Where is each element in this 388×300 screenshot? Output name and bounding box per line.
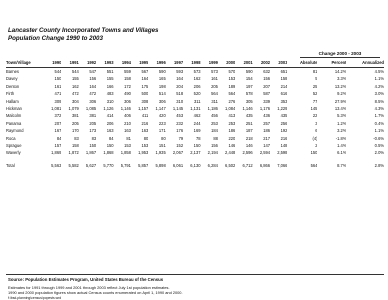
value-cell: 276 [228,98,236,104]
value-cell: -1.8% [335,135,347,141]
value-cell: 1.4% [337,143,347,149]
town-name-cell: Raymond [6,128,24,134]
column-header: 2003 [270,59,287,68]
value-cell: 169 [193,128,201,134]
value-cell: 4.3% [374,106,384,112]
value-cell: 204 [176,83,184,89]
value-cell: 84 [56,135,62,141]
value-cell: 5.3% [337,113,347,119]
column-header: 1991 [61,59,78,68]
change-group-rule [300,57,380,58]
value-cell: 253 [211,120,218,126]
value-cell: 27.9% [334,98,347,104]
value-cell: 1.7% [374,113,384,119]
value-cell: 590 [158,69,166,74]
value-cell: 5,857 [138,162,149,168]
value-cell: 253 [228,120,236,126]
value-cell: 6,866 [259,162,271,168]
value-cell: 218 [245,135,253,141]
value-cell: 5,898 [155,162,166,168]
value-cell: 25 [312,83,318,89]
value-cell: 186 [263,128,271,134]
value-cell: 158 [124,76,131,82]
column-header: Town/Village [6,59,44,68]
value-cell: 171 [158,128,166,134]
value-cell: 162 [193,76,201,82]
value-cell: 6,061 [172,162,184,168]
column-header: 1999 [201,59,218,68]
value-cell: 311 [211,98,218,104]
value-cell: 304 [71,98,79,104]
value-cell: 206 [106,120,114,126]
value-cell: 5,582 [68,162,79,168]
value-cell: 1,186 [207,106,218,112]
town-name-cell: Barnes [6,69,19,74]
value-cell: 1,869 [51,150,62,156]
population-table [6,59,384,169]
value-cell: 587 [263,91,271,97]
table-row [6,127,384,134]
value-cell: 197 [245,83,253,89]
value-cell: 472 [71,91,79,97]
value-cell: 5,791 [120,162,131,168]
value-cell: 0.5% [374,143,384,149]
value-cell: 1,146 [120,106,131,112]
source-rule [6,274,384,275]
source-note: Source: Population Estimates Program, United States Bureau of the Census [8,277,164,282]
value-cell: 184 [211,128,218,134]
value-cell: 500 [141,91,149,97]
value-cell: 257 [263,120,271,126]
value-cell: 216 [280,135,288,141]
value-cell: 1,145 [172,106,184,112]
value-cell: 2,594 [259,150,271,156]
town-name-cell: Panama [6,120,22,126]
value-cell: 564 [211,91,218,97]
value-cell: 490 [124,91,131,97]
table-row [6,98,384,105]
column-header: 1990 [44,59,61,68]
table-row [6,90,384,97]
value-cell: 1,858 [120,150,131,156]
value-cell: 148 [280,143,288,149]
value-cell: 1,126 [103,106,114,112]
value-cell: 175 [141,83,149,89]
value-cell: 9.2% [337,91,347,97]
town-name-cell: Hallam [6,98,19,104]
table-header-row [6,59,384,68]
column-header: 1997 [166,59,183,68]
table-row [6,112,384,119]
value-cell: 153 [141,143,149,149]
value-cell: 551 [106,69,114,74]
table-row [6,75,384,82]
value-cell: 2.8% [374,162,384,168]
value-cell: 435 [280,113,288,119]
value-cell: 223 [158,120,166,126]
value-cell: 153 [228,76,236,82]
report-title: Lancaster County Incorporated Towns and Villages [8,27,159,34]
footnote-census: 1990 and 2000 population figures show actual Census counts enumerated on April 1, 1990 and 2000. [8,290,183,295]
value-cell: 154 [245,76,253,82]
value-cell: 216 [141,120,149,126]
value-cell: 310 [106,98,114,104]
value-cell: 573 [193,69,201,74]
value-cell: 632 [263,69,271,74]
value-cell: 81 [126,135,131,141]
value-cell: 2,448 [225,150,236,156]
value-cell: 5,770 [103,162,114,168]
value-cell: 52 [312,91,318,97]
value-cell: 198 [158,83,166,89]
table-row [6,149,384,156]
value-cell: 80 [143,135,149,141]
value-cell: 186 [228,128,236,134]
value-cell: 146 [228,143,236,149]
value-cell: 483 [106,91,114,97]
value-cell: 158 [280,76,288,82]
value-cell: 544 [54,69,62,74]
value-cell: 1,085 [85,106,97,112]
value-cell: 411 [141,113,149,119]
value-cell: 146 [245,143,253,149]
value-cell: 2,194 [207,150,218,156]
value-cell: 176 [176,128,184,134]
table-row [6,105,384,112]
report-subtitle: Population Change 1990 to 2003 [8,35,103,42]
value-cell: 172 [124,83,131,89]
value-cell: 210 [124,120,131,126]
value-cell: 353 [280,98,288,104]
value-cell: 420 [158,113,166,119]
value-cell: 544 [71,69,79,74]
value-cell: 1,872 [68,150,79,156]
value-cell: 156 [211,143,218,149]
value-cell: 381 [89,113,97,119]
value-cell: 311 [193,98,201,104]
value-cell: 573 [211,69,218,74]
value-cell: 256 [280,120,288,126]
value-cell: 2.0% [374,150,384,156]
value-cell: 309 [54,98,62,104]
value-cell: 157 [54,143,62,149]
value-cell: 14.2% [334,69,347,74]
value-cell: 593 [176,69,184,74]
value-cell: 150 [106,143,114,149]
town-name-cell: Hickman [6,106,22,112]
value-cell: 1,079 [68,106,79,112]
value-cell: 564 [228,91,236,97]
value-cell: 145 [310,106,318,112]
column-header: 1996 [148,59,165,68]
value-cell: 155 [71,76,79,82]
value-cell: 520 [193,91,201,97]
value-cell: 406 [124,113,131,119]
value-cell: 164 [141,76,149,82]
value-cell: 0.4% [374,120,384,126]
value-cell: 4.5% [374,69,384,74]
value-cell: 456 [211,113,218,119]
value-cell: 77 [312,98,318,104]
value-cell: 232 [176,120,184,126]
value-cell: 1.1% [374,128,384,134]
value-cell: 156 [263,76,271,82]
value-cell: 3 [315,120,318,126]
value-cell: 4.2% [374,83,384,89]
column-header: 1995 [131,59,148,68]
value-cell: 81 [312,69,318,74]
value-cell: 414 [106,113,114,119]
value-cell: 170 [71,128,79,134]
value-cell: 1,176 [259,106,271,112]
value-cell: 161 [54,83,62,89]
value-cell: 6 [315,128,318,134]
value-cell: 150 [54,76,62,82]
value-cell: 167 [54,128,62,134]
value-cell: 214 [280,83,288,89]
value-cell: 305 [245,98,253,104]
column-header: Absolute [287,59,317,68]
value-cell: 5,627 [85,162,97,168]
value-cell: 1,131 [190,106,201,112]
value-cell: 244 [193,120,201,126]
value-cell: 163 [106,128,114,134]
value-cell: 3.3% [337,76,347,82]
column-header: Percent [317,59,346,68]
value-cell: 578 [245,91,253,97]
value-cell: 1,157 [138,106,149,112]
column-header: 1998 [183,59,200,68]
town-name-cell: Total [6,162,15,168]
value-cell: 372 [54,113,62,119]
value-cell: 453 [176,113,184,119]
value-cell: -0.6% [373,135,384,141]
value-cell: 472 [89,91,97,97]
value-cell: 1,147 [155,106,166,112]
value-cell: 1,229 [277,106,288,112]
value-cell: 147 [263,143,271,149]
value-cell: 2 [315,143,318,149]
value-cell: 156 [89,76,97,82]
value-cell: 564 [310,162,318,168]
value-cell: 189 [228,83,236,89]
value-cell: 306 [158,98,166,104]
value-cell: 164 [176,76,184,82]
table-row [6,68,384,76]
value-cell: 207 [54,120,62,126]
column-header: Annualized [346,59,384,68]
town-name-cell: Firth [6,91,15,97]
town-name-cell: Davey [6,76,18,82]
value-cell: 306 [124,98,131,104]
value-cell: 251 [245,120,253,126]
value-cell: 205 [71,120,79,126]
value-cell: 462 [193,113,201,119]
value-cell: 220 [228,135,236,141]
value-cell: 163 [141,128,149,134]
value-cell: 1,084 [225,106,236,112]
value-cell: 83 [91,135,97,141]
value-cell: 547 [89,69,97,74]
value-cell: 8.7% [337,162,347,168]
value-cell: 559 [124,69,131,74]
value-cell: 173 [89,128,97,134]
value-cell: 1.1% [374,76,384,82]
value-cell: 381 [71,113,79,119]
value-cell: 651 [280,69,288,74]
value-cell: 471 [54,91,62,97]
value-cell: 435 [245,113,253,119]
column-header: 2001 [235,59,252,68]
column-header: 1993 [96,59,113,68]
value-cell: 13.2% [334,83,347,89]
value-cell: (4) [312,135,318,141]
value-cell: 207 [263,83,271,89]
value-cell: 162 [71,83,79,89]
value-cell: 1,935 [155,150,166,156]
town-name-cell: Denton [6,83,20,89]
value-cell: 518 [176,91,184,97]
value-cell: 436 [263,113,271,119]
value-cell: 80 [161,135,166,141]
value-cell: 2,596 [242,150,253,156]
value-cell: 310 [176,98,184,104]
value-cell: 616 [280,91,288,97]
total-row [6,162,384,169]
value-cell: 567 [141,69,149,74]
column-header: 2002 [253,59,270,68]
table-row [6,120,384,127]
footnote-estimates: Estimates for 1991 through 1999 and 2001 through 2003 reflect July 1st population estimates. [8,285,170,290]
value-cell: 6,130 [190,162,201,168]
column-header: 2000 [218,59,235,68]
value-cell: 1,953 [138,150,149,156]
value-cell: 590 [245,69,253,74]
value-cell: 78 [195,135,201,141]
value-cell: 339 [263,98,271,104]
value-cell: 1,867 [85,150,97,156]
value-cell: 151 [158,143,166,149]
table-row [6,83,384,90]
value-cell: 155 [106,76,114,82]
town-name-cell: Malcolm [6,113,22,119]
value-cell: 6,284 [207,162,218,168]
value-cell: 5 [315,76,318,82]
value-cell: 308 [141,98,149,104]
value-cell: 164 [89,83,97,89]
value-cell: 158 [71,143,79,149]
value-cell: 5,563 [51,162,62,168]
value-cell: 161 [211,76,218,82]
value-cell: 192 [280,128,288,134]
value-cell: 514 [158,91,166,97]
value-cell: 166 [106,83,114,89]
value-cell: 1,868 [103,150,114,156]
value-cell: 2,067 [172,150,184,156]
value-cell: 3.0% [374,91,384,97]
value-cell: 187 [245,128,253,134]
value-cell: 150 [89,143,97,149]
value-cell: 152 [176,143,184,149]
value-cell: 217 [263,135,271,141]
value-cell: 83 [74,135,79,141]
value-cell: 88 [213,135,218,141]
value-cell: 150 [310,150,318,156]
value-cell: 150 [193,143,201,149]
value-cell: 1.2% [337,120,347,126]
value-cell: 205 [211,83,218,89]
column-header: 1992 [79,59,96,68]
value-cell: 2,598 [277,150,288,156]
town-name-cell: Waverly [6,150,21,156]
value-cell: 413 [228,113,236,119]
value-cell: 1,146 [242,106,253,112]
value-cell: 22 [312,113,318,119]
value-cell: 6.1% [337,150,347,156]
town-name-cell: Sprague [6,143,22,149]
value-cell: 6,502 [225,162,236,168]
value-cell: 13.4% [334,106,347,112]
value-cell: 2,137 [190,150,201,156]
value-cell: 6,712 [242,162,253,168]
table-row [6,135,384,142]
value-cell: 153 [124,143,131,149]
value-cell: 8.5% [374,98,384,104]
file-path-note: f:\bsd-planning\census\popests.wrd [8,296,62,300]
value-cell: 3.2% [337,128,347,134]
value-cell: 165 [158,76,166,82]
value-cell: 163 [124,128,131,134]
table-row [6,142,384,149]
value-cell: 84 [109,135,114,141]
change-group-header: Change 2000 - 2003 [318,51,362,56]
value-cell: 570 [228,69,236,74]
value-cell: 306 [89,98,97,104]
value-cell: 7,066 [277,162,288,168]
value-cell: 1,081 [51,106,62,112]
column-header: 1994 [114,59,131,68]
value-cell: 205 [89,120,97,126]
value-cell: 79 [178,135,184,141]
town-name-cell: Roca [6,135,16,141]
value-cell: 206 [193,83,201,89]
